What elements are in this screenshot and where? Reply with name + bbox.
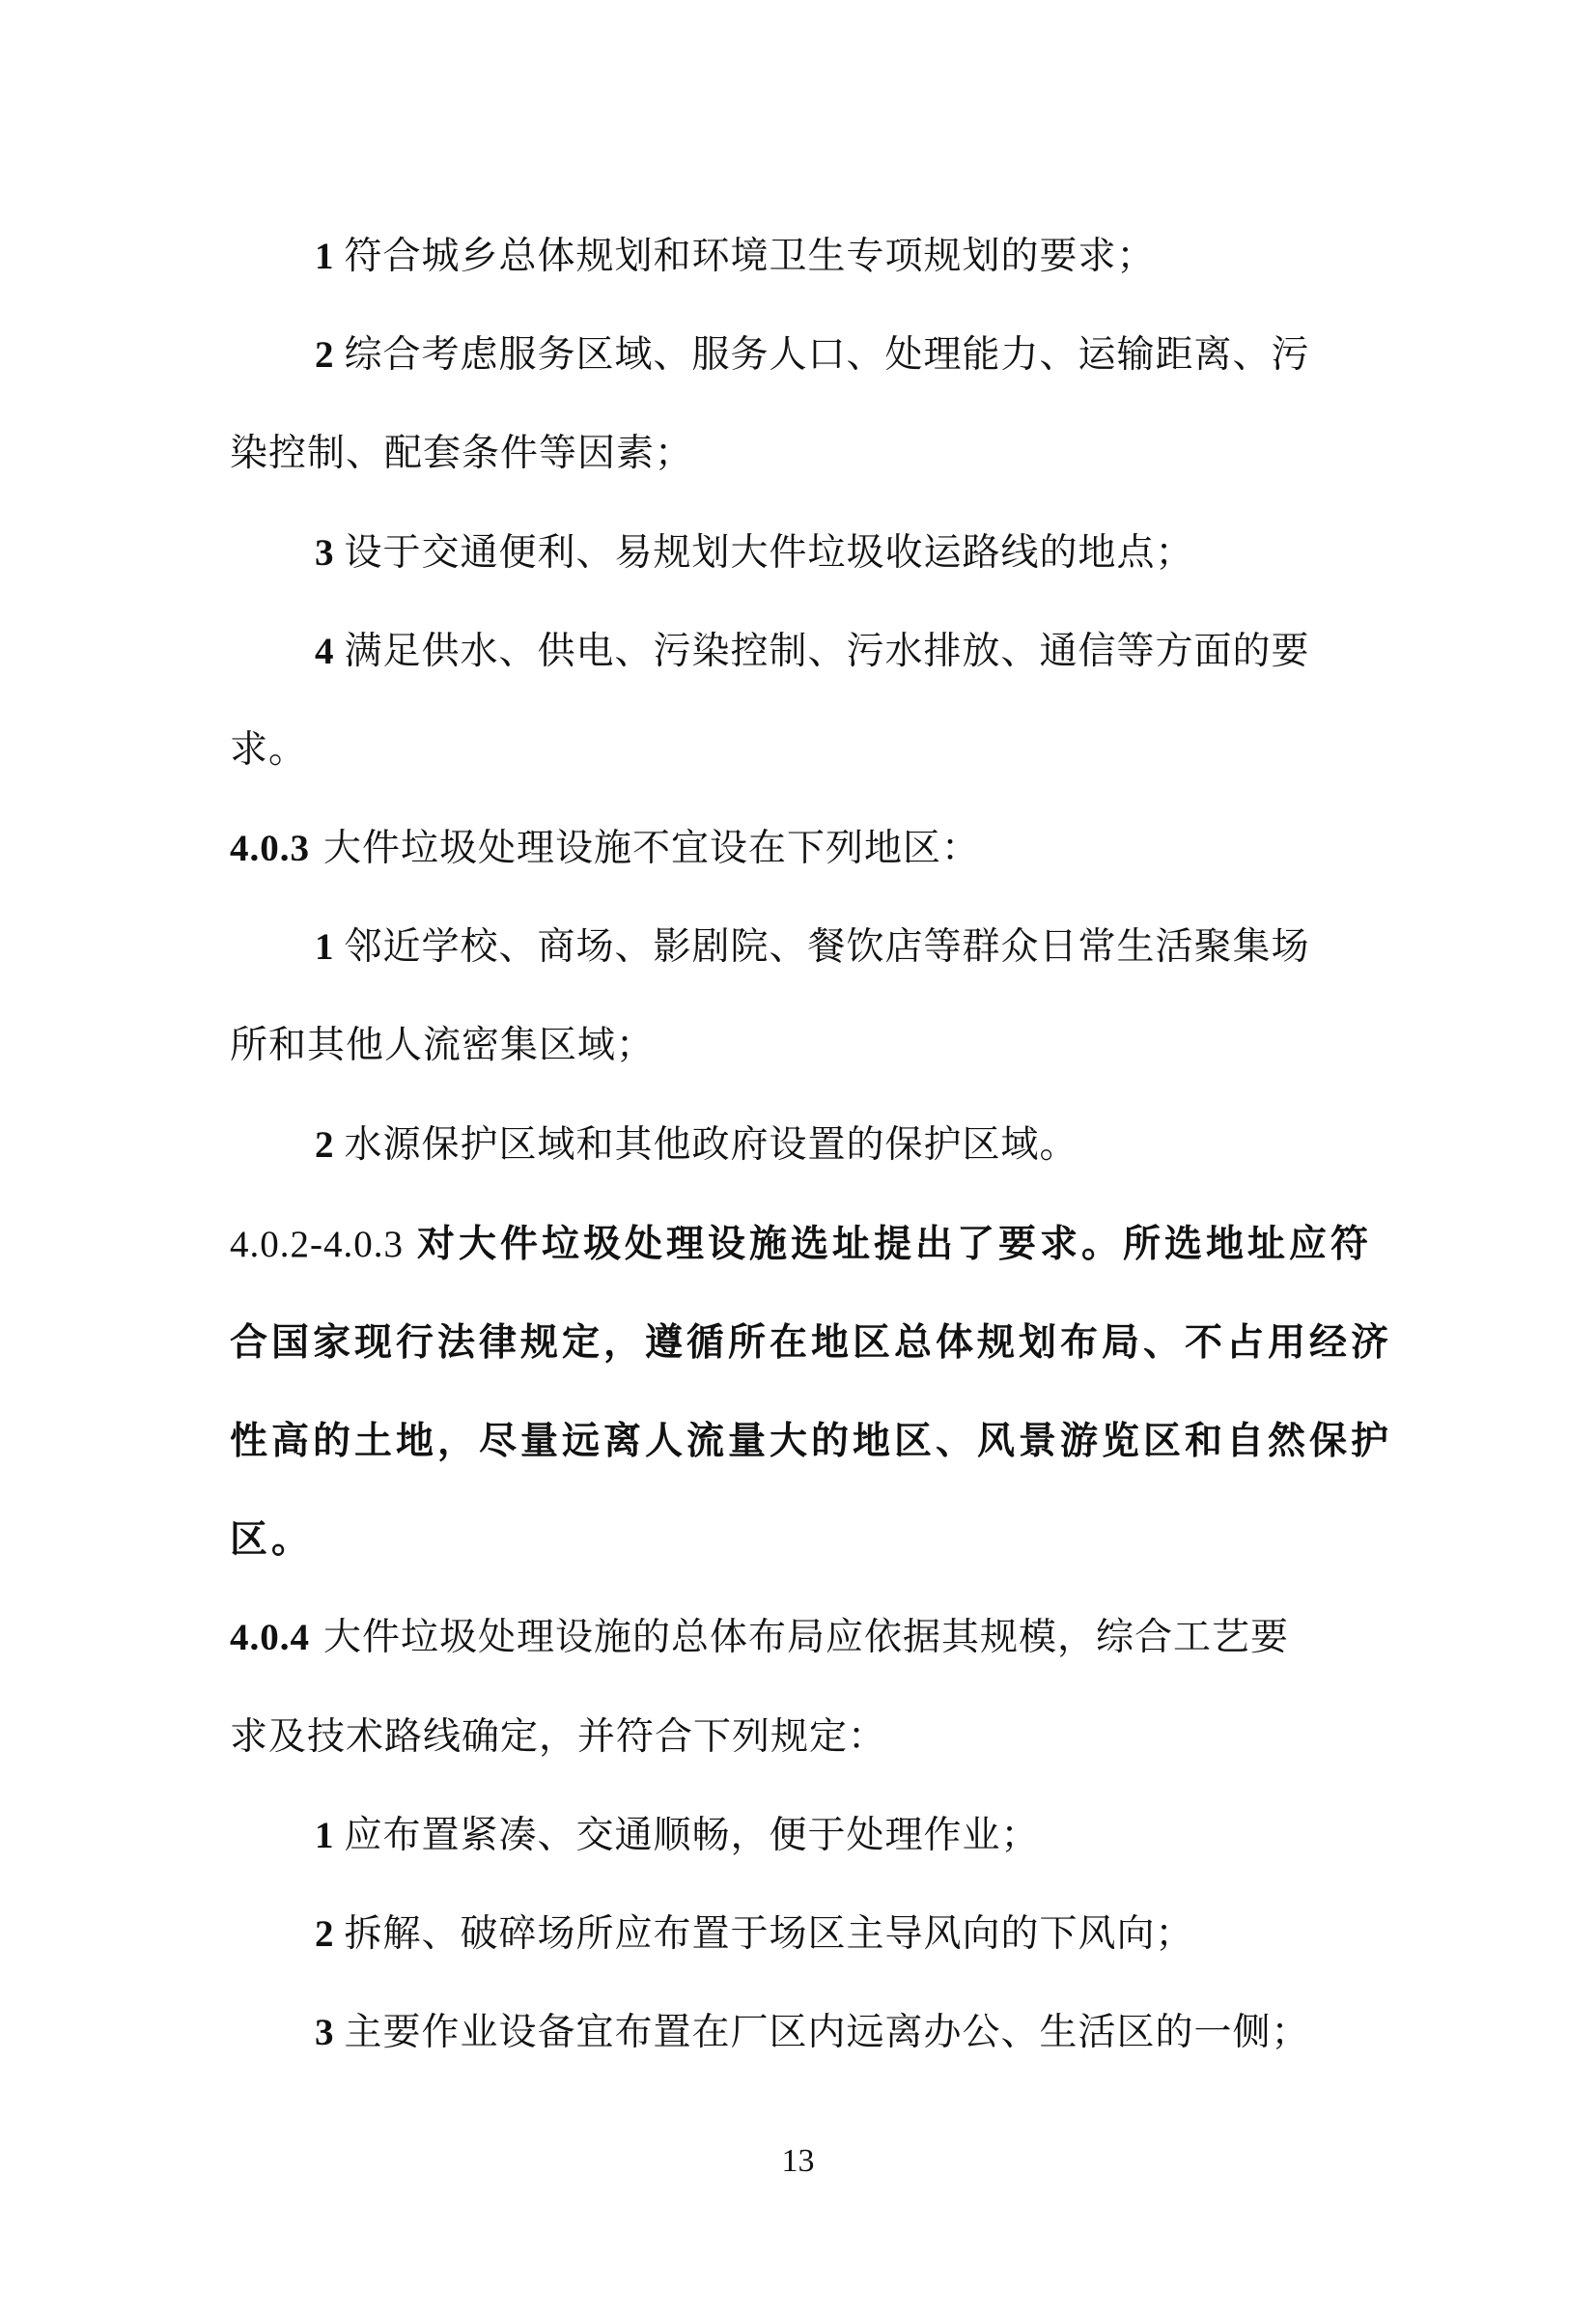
item-number: 2 — [315, 1124, 335, 1166]
item-number: 4 — [315, 631, 335, 672]
commentary-line: 合国家现行法律规定，遵循所在地区总体规划布局、不占用经济 — [230, 1320, 1393, 1365]
list-item — [315, 1122, 1473, 1169]
list-item — [315, 530, 1473, 577]
item-number: 1 — [315, 926, 335, 968]
item-number: 1 — [315, 1815, 335, 1856]
item-text: 水源保护区域和其他政府设置的保护区域。 — [344, 1123, 1078, 1167]
list-item — [315, 234, 1473, 280]
list-item — [315, 332, 1473, 379]
clause-4-0-3 — [230, 826, 1388, 872]
item-text: 拆解、破碎场所应布置于场区主导风向的下风向； — [344, 1912, 1194, 1956]
item-text: 主要作业设备宜布置在厂区内远离办公、生活区的一侧； — [344, 2011, 1310, 2054]
clause-text: 大件垃圾处理设施的总体布局应依据其规模，综合工艺要 — [323, 1616, 1290, 1659]
list-item — [315, 1813, 1473, 1859]
item-text: 应布置紧凑、交通顺畅，便于处理作业； — [344, 1814, 1040, 1857]
item-continuation: 所和其他人流密集区域； — [230, 1024, 656, 1067]
commentary-reference: 4.0.2-4.0.3 — [230, 1224, 404, 1265]
item-text: 设于交通便利、易规划大件垃圾收运路线的地点； — [344, 531, 1194, 575]
clause-number: 4.0.3 — [230, 828, 310, 869]
list-item — [315, 629, 1473, 675]
commentary-line: 性高的土地，尽量远离人流量大的地区、风景游览区和自然保护 — [230, 1419, 1393, 1463]
item-text: 邻近学校、商场、影剧院、餐饮店等群众日常生活聚集场 — [344, 925, 1310, 969]
item-number: 3 — [315, 2012, 335, 2053]
item-number: 3 — [315, 532, 335, 574]
item-number: 1 — [315, 236, 335, 277]
clause-text: 大件垃圾处理设施不宜设在下列地区： — [323, 827, 981, 870]
commentary-line — [230, 1221, 1388, 1268]
list-item — [315, 1911, 1473, 1958]
item-number: 2 — [315, 1913, 335, 1955]
item-text: 符合城乡总体规划和环境卫生专项规划的要求； — [344, 235, 1156, 278]
clause-number: 4.0.4 — [230, 1617, 310, 1658]
list-item — [315, 2010, 1473, 2056]
page-number: 13 — [781, 2143, 815, 2179]
item-text: 综合考虑服务区域、服务人口、处理能力、运输距离、污 — [344, 333, 1310, 377]
item-continuation: 染控制、配套条件等因素； — [230, 432, 694, 475]
commentary-line: 区。 — [230, 1517, 314, 1562]
clause-4-0-4 — [230, 1615, 1388, 1661]
item-number: 2 — [315, 334, 335, 376]
commentary-text: 对大件垃圾处理设施选址提出了要求。所选地址应符 — [417, 1222, 1373, 1266]
list-item — [315, 924, 1473, 971]
item-text: 满足供水、供电、污染控制、污水排放、通信等方面的要 — [344, 630, 1310, 673]
item-continuation: 求。 — [230, 728, 308, 772]
clause-continuation: 求及技术路线确定，并符合下列规定： — [230, 1715, 887, 1759]
